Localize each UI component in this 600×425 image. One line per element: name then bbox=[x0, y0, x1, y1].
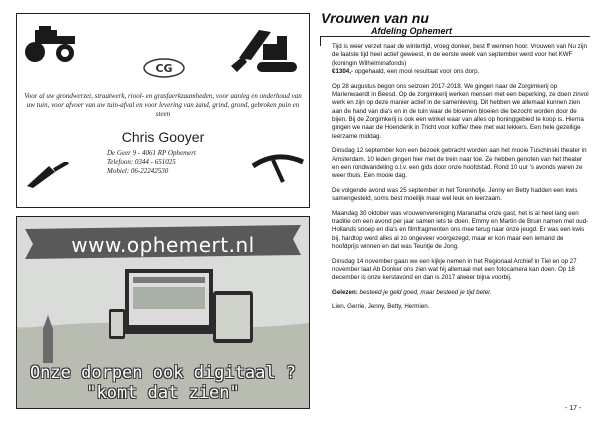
article-paragraph bbox=[332, 43, 590, 76]
paragraph-text: opgehaald, een mooi resultaat voor ons dorp. bbox=[353, 68, 480, 76]
gooyer-phone: Telefoon: 0344 - 651025 bbox=[107, 158, 176, 166]
article-paragraph: Dinsdag 14 november gaan we een kijkje nemen in het Regionaal Archief in Tiel en op 27 november laat Ab Donker ons zien wat hij allemaal met een fotocamera kan doen. Op 18 december is onze kerstavond en dan is 2017 alweer bijna voorbij. bbox=[332, 257, 577, 282]
website-banner-text: www.ophemert.nl bbox=[71, 233, 255, 257]
excavator-icon bbox=[229, 22, 305, 78]
article-paragraph: Maandag 30 oktober was vrouwenvereniging Maranatha onze gast, het is al heel lang een traditie om een avond per jaar samen iets te doen. Emmy en Martin de Bruin namen met oud-Hollands snoep en dia's en filmfragmenten ons mee terug naar onze jeugd. Er was een kwis bij, hardtop werd alles al zo ongeveer voorgezegd, maar er kon maar een iemand de hoofdprijs winnen en dat was Teuntje de Jong. bbox=[332, 209, 589, 250]
gooyer-company-name: Chris Gooyer bbox=[121, 129, 205, 145]
gooyer-contact-block bbox=[107, 149, 227, 176]
slogan-line-2: "komt dat zien" bbox=[86, 383, 240, 403]
tablet-icon bbox=[213, 291, 253, 343]
article-body bbox=[332, 43, 590, 318]
closing-quote bbox=[332, 289, 590, 297]
paragraph-text: Tijd is weer verzet naar de wintertijd, vroeg donker, best ff wennen hoor. Vrouwen van Nu zijn de laatste tijd heel actief geweest, in de eerste week van september werd voor het KWF (koningin Wilhelminafonds) bbox=[332, 43, 587, 67]
article-subtitle: Afdeling Ophemert bbox=[371, 26, 453, 36]
article-title: Vrouwen van nu bbox=[321, 10, 429, 26]
pickaxe-icon bbox=[249, 150, 307, 184]
roller-icon bbox=[21, 24, 83, 64]
collected-amount: €1304,- bbox=[332, 68, 353, 76]
article-paragraph: Dinsdag 12 september kon een bezoek gebracht worden aan het mooie Tuschinski theater in Amsterdam. 10 leden gingen hier met de trein naar toe. Ze hebben genoten van het theater en een rondwandeling o.l.v. een gids door onze hoofdstad. Rond 10 uur 's avonds waren ze weer thuis. Een mooie dag. bbox=[332, 147, 587, 180]
gooyer-logo-icon bbox=[143, 58, 185, 78]
slogan-line-1: Onze dorpen ook digitaal ? bbox=[29, 363, 297, 383]
trowel-icon bbox=[25, 162, 73, 190]
gooyer-mobile: Mobiel: 06-22242530 bbox=[107, 167, 169, 175]
article-signature: Lien, Gerrie, Jenny, Betty, Hermien. bbox=[332, 303, 430, 311]
logo-letters: CG bbox=[155, 62, 173, 75]
page-number: - 17 - bbox=[565, 405, 582, 412]
article-paragraph: Op 28 augustus begon ons seizoen 2017-2018. We gingen naar de Zorgimkerij op Marienwaerdt in Beesd. Op de zorgimkerij werken mensen met een beperking, ze doen zinvol werk en zijn op deze manier actief in de samenleving. Dit hebben we allemaal kunnen zien aan de hand van dia's en in de tuin waar de bloemen bloeien die bezocht worden door de bijen. Bij de Zorgimkerij is ook een winkel waar van alles op honinggebied te koop is. Hierna gingen we naar de Hoenderik in Tricht voor koffie/ thee met wat lekkers. Een hele gezellige leerzame middag. bbox=[332, 82, 589, 140]
title-divider bbox=[320, 36, 590, 37]
phone-icon bbox=[109, 309, 125, 339]
ophemert-slogan bbox=[17, 363, 309, 403]
laptop-icon bbox=[117, 269, 221, 334]
article-paragraph: De volgende avond was 25 september in het Torenhofje. Jenny en Betty hadden een kwis samengesteld, soms best moeilijk maar wel leuk en leerzaam. bbox=[332, 186, 578, 203]
gooyer-advertisement bbox=[16, 13, 310, 208]
title-divider-tick bbox=[320, 36, 321, 46]
quote-label: Gelezen: bbox=[332, 288, 358, 296]
gooyer-address: De Geer 9 - 4061 RP Ophemert bbox=[107, 149, 196, 157]
ophemert-advertisement bbox=[16, 216, 310, 409]
gooyer-services-text: Voor al uw grondwerzet, straatwerk, riool- en grasfaerkzaamheden, voor aanleg en onderhoud van uw tuin, voor afvoer van uw tuin-afval en voor levering van zand, grind, grond, gebroken puin en steen bbox=[24, 92, 302, 118]
quote-text: besteed je geld goed, maar besteed je tijd beter. bbox=[357, 288, 492, 296]
